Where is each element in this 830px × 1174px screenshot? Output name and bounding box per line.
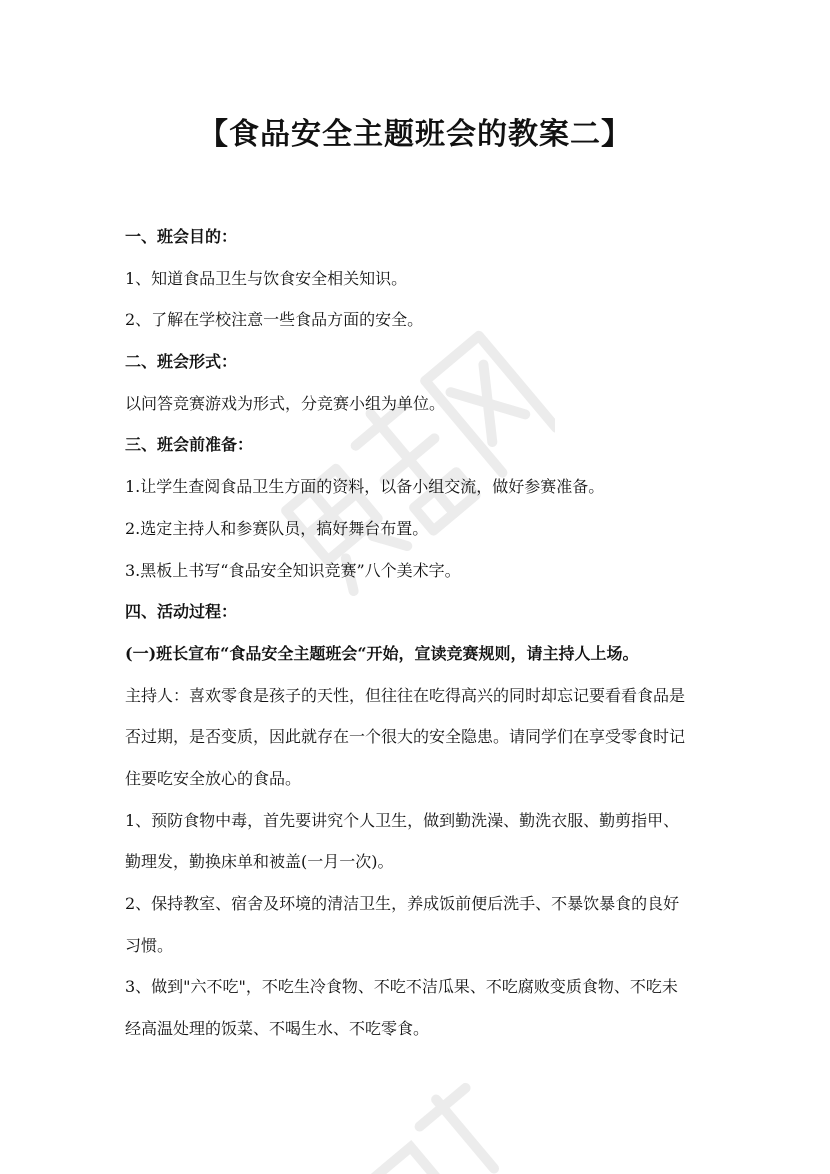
- paragraph: 主持人：喜欢零食是孩子的天性，但往往在吃得高兴的同时却忘记要看看食品是: [125, 685, 686, 705]
- paragraph: 2.选定主持人和参赛队员，搞好舞台布置。: [125, 518, 429, 538]
- paragraph: 2、保持教室、宿舍及环境的清洁卫生，养成饭前便后洗手、不暴饮暴食的良好: [125, 894, 680, 913]
- paragraph: 勤理发，勤换床单和被盖(一月一次)。: [125, 852, 394, 872]
- paragraph: 2、了解在学校注意一些食品方面的安全。: [125, 310, 424, 330]
- section-heading-goal: 一、班会目的：: [125, 227, 238, 246]
- paragraph: 3、做到"六不吃"，不吃生冷食物、不吃不洁瓜果、不吃腐败变质食物、不吃未: [125, 977, 678, 997]
- section-heading-preparation: 三、班会前准备：: [125, 435, 254, 455]
- paragraph: 3.黑板上书写“食品安全知识竞赛”八个美术字。: [125, 560, 461, 580]
- paragraph: 以问答竞赛游戏为形式，分竞赛小组为单位。: [125, 393, 446, 413]
- paragraph: 经高温处理的饭菜、不喝生水、不吃零食。: [125, 1019, 430, 1039]
- paragraph: 1、知道食品卫生与饮食安全相关知识。: [125, 268, 408, 288]
- paragraph: 习惯。: [125, 935, 174, 955]
- section-heading-format: 二、班会形式：: [125, 352, 238, 372]
- section-heading-process: 四、活动过程：: [125, 602, 238, 622]
- paragraph: 否过期，是否变质，因此就存在一个很大的安全隐患。请同学们在享受零食时记: [125, 727, 686, 747]
- document-title: 【食品安全主题班会的教案二】: [198, 117, 632, 152]
- paragraph: 住要吃安全放心的食品。: [125, 768, 302, 788]
- paragraph: 1.让学生查阅食品卫生方面的资料，以备小组交流，做好参赛准备。: [125, 477, 605, 497]
- subsection-heading: (一)班长宣布“食品安全主题班会“开始，宣读竞赛规则，请主持人上场。: [125, 643, 639, 663]
- paragraph: 1、预防食物中毒，首先要讲究个人卫生，做到勤洗澡、勤洗衣服、勤剪指甲、: [125, 810, 680, 830]
- document-body: [125, 216, 715, 1050]
